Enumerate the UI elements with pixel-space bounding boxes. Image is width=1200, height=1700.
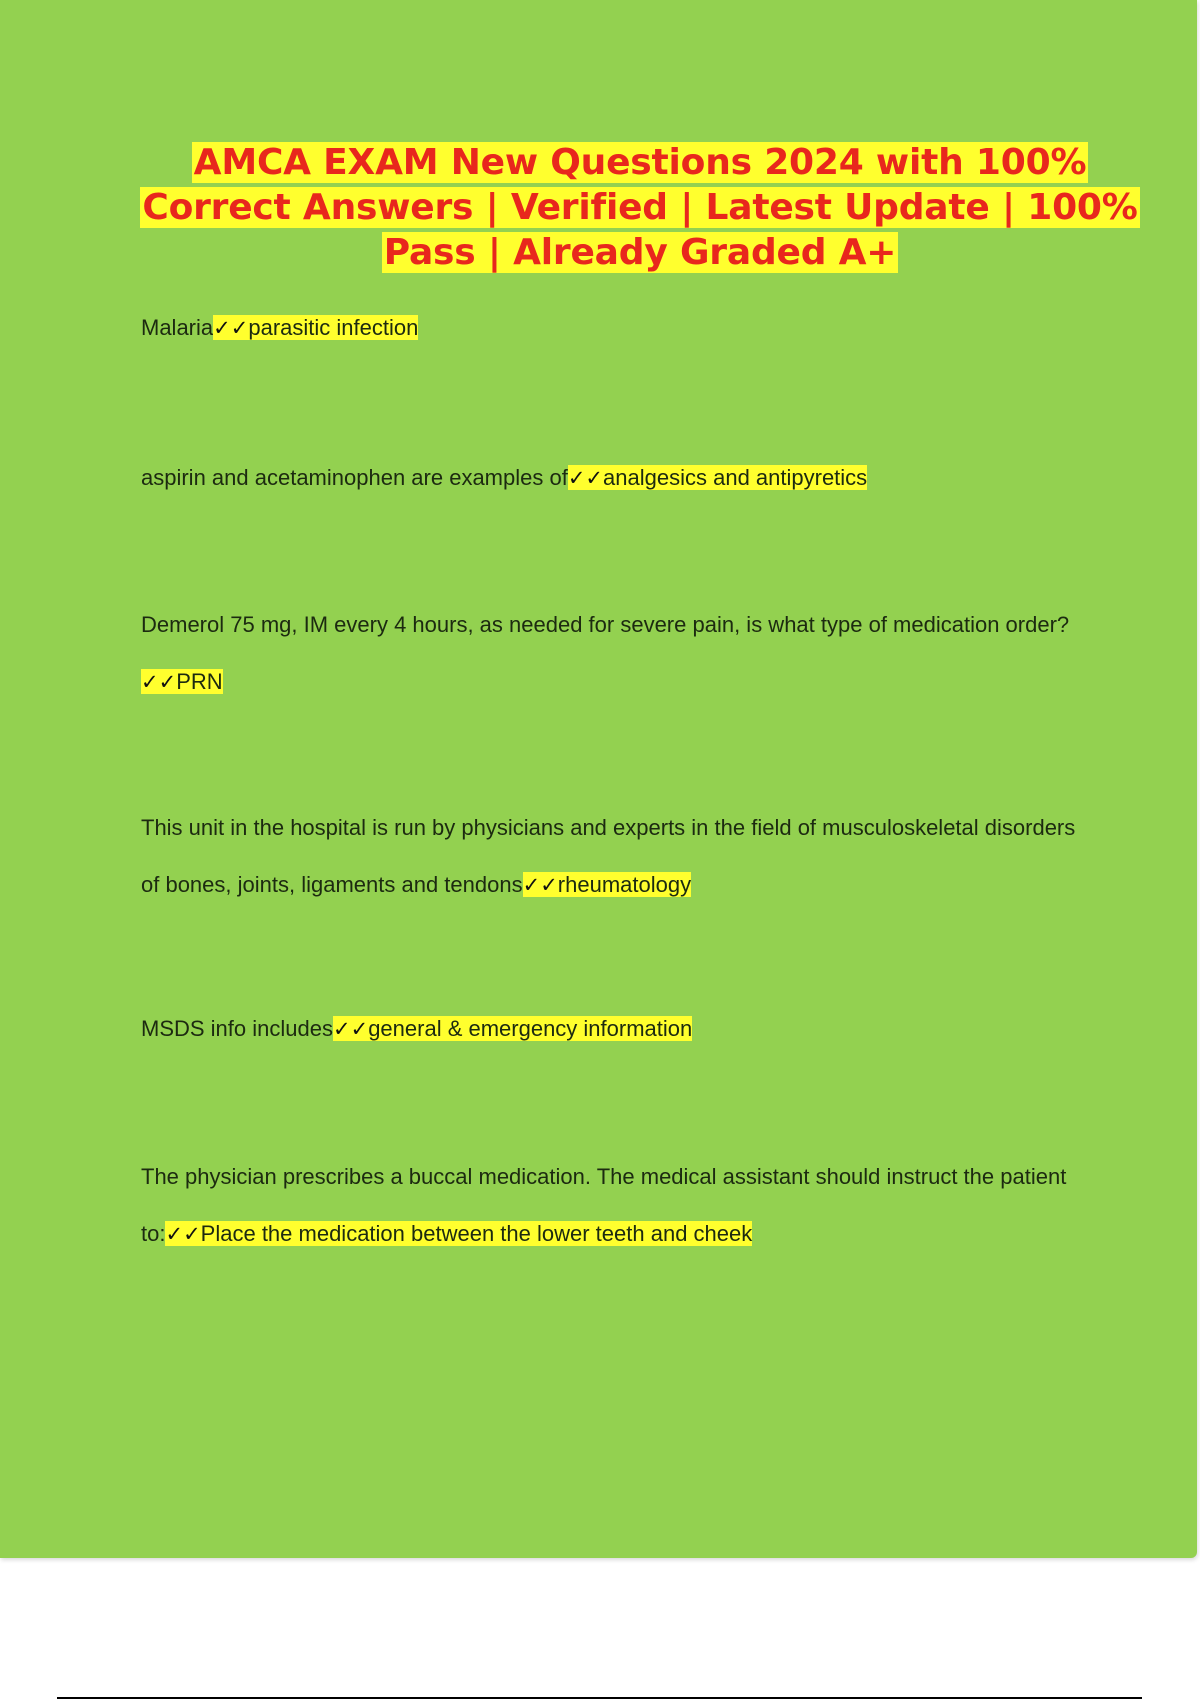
answer-highlight	[213, 315, 418, 340]
qa-item-analgesics	[141, 449, 1200, 506]
answer-text: PRN	[176, 669, 223, 694]
answer-text: Place the medication between the lower teeth and cheek	[200, 1221, 753, 1246]
answer-highlight	[141, 669, 223, 694]
question-text: aspirin and acetaminophen are examples of	[141, 465, 568, 490]
document-title	[140, 140, 1140, 275]
question-text-continued: of bones, joints, ligaments and tendons	[141, 872, 523, 897]
question-text: Demerol 75 mg, IM every 4 hours, as needed for severe pain, is what type of medication order?	[141, 612, 1070, 637]
double-check-icon: ✓✓	[141, 670, 177, 694]
double-check-icon: ✓✓	[332, 1017, 369, 1041]
answer-highlight	[333, 1016, 692, 1041]
double-check-icon: ✓✓	[522, 873, 558, 897]
qa-item-buccal	[141, 1148, 1200, 1262]
question-text: MSDS info includes	[141, 1016, 333, 1041]
answer-text: parasitic infection	[248, 315, 419, 340]
double-check-icon: ✓✓	[213, 316, 249, 340]
question-text: The physician prescribes a buccal medication. The medical assistant should instruct the patient	[141, 1164, 1067, 1189]
document-title-text: AMCA EXAM New Questions 2024 with 100% Correct Answers | Verified | Latest Update | 100% Pass | Already Graded A+	[142, 142, 1138, 273]
question-text: Malaria	[141, 315, 214, 340]
qa-item-rheumatology	[141, 799, 1200, 913]
question-text-continued: to:	[141, 1221, 166, 1246]
answer-highlight	[165, 1221, 752, 1246]
double-check-icon: ✓✓	[165, 1222, 201, 1246]
answer-text: general & emergency information	[368, 1016, 693, 1041]
qa-item-prn	[141, 596, 1200, 710]
answer-highlight	[568, 465, 867, 490]
answer-highlight	[523, 872, 692, 897]
qa-item-msds	[141, 1000, 1200, 1057]
answer-text: analgesics and antipyretics	[603, 465, 868, 490]
answer-text: rheumatology	[557, 872, 692, 897]
double-check-icon: ✓✓	[567, 466, 604, 490]
footer-rule	[57, 1697, 1142, 1699]
qa-item-malaria	[141, 299, 1200, 356]
question-text: This unit in the hospital is run by physicians and experts in the field of musculoskeletal disorders	[141, 815, 1076, 840]
